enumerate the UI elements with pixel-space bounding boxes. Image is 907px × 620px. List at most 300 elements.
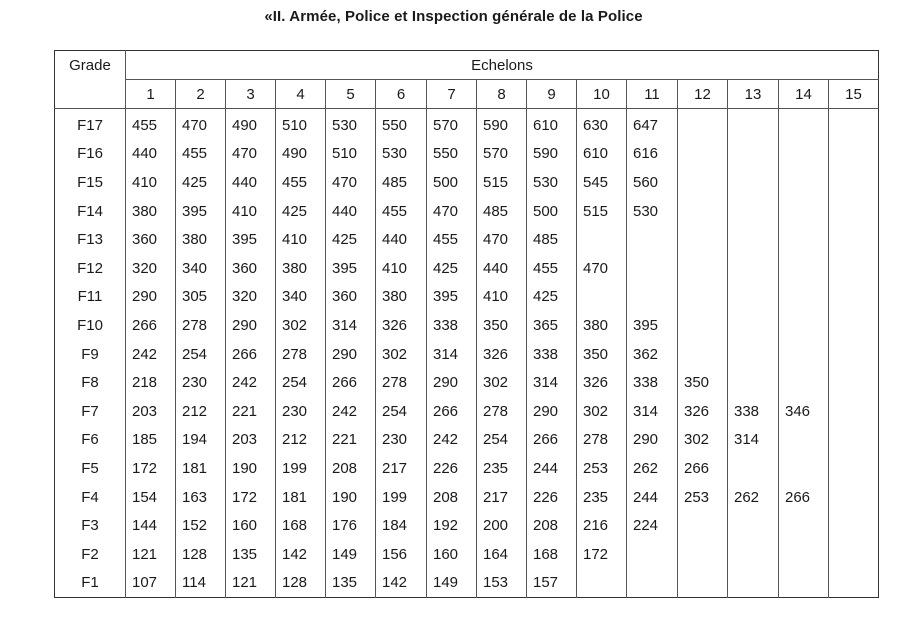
grade-cell: F13: [55, 225, 126, 254]
index-value-cell: [829, 168, 879, 197]
index-value-cell: 290: [326, 340, 376, 369]
echelons-header: Echelons: [126, 51, 879, 80]
index-value-cell: [678, 168, 728, 197]
index-value-cell: 314: [728, 426, 779, 455]
index-value-cell: 320: [126, 254, 176, 283]
grade-cell: F10: [55, 311, 126, 340]
index-value-cell: 326: [577, 368, 627, 397]
table-body: [55, 109, 879, 598]
index-value-cell: 242: [427, 426, 477, 455]
index-value-cell: 253: [577, 454, 627, 483]
table-row: [55, 283, 879, 312]
index-value-cell: 114: [176, 569, 226, 598]
index-value-cell: 425: [276, 197, 326, 226]
index-value-cell: 630: [577, 109, 627, 140]
index-value-cell: 395: [326, 254, 376, 283]
table-row: [55, 454, 879, 483]
index-value-cell: 338: [527, 340, 577, 369]
index-value-cell: 530: [627, 197, 678, 226]
index-value-cell: 163: [176, 483, 226, 512]
index-value-cell: 440: [477, 254, 527, 283]
index-value-cell: [678, 569, 728, 598]
index-value-cell: 242: [226, 368, 276, 397]
index-value-cell: 455: [126, 109, 176, 140]
index-value-cell: 590: [527, 140, 577, 169]
echelon-header-14: 14: [779, 80, 829, 109]
echelon-header-13: 13: [728, 80, 779, 109]
index-value-cell: [779, 168, 829, 197]
table-row: [55, 140, 879, 169]
index-value-cell: [779, 426, 829, 455]
index-value-cell: 320: [226, 283, 276, 312]
index-value-cell: 395: [427, 283, 477, 312]
index-value-cell: 208: [427, 483, 477, 512]
index-value-cell: 338: [427, 311, 477, 340]
table-row: [55, 397, 879, 426]
grade-cell: F3: [55, 511, 126, 540]
index-value-cell: [728, 254, 779, 283]
index-value-cell: 302: [477, 368, 527, 397]
index-value-cell: 135: [326, 569, 376, 598]
index-value-cell: 168: [527, 540, 577, 569]
index-value-cell: [678, 140, 728, 169]
index-value-cell: 230: [276, 397, 326, 426]
table-row: [55, 168, 879, 197]
index-value-cell: 128: [176, 540, 226, 569]
index-value-cell: 346: [779, 397, 829, 426]
index-value-cell: 570: [427, 109, 477, 140]
index-value-cell: [779, 109, 829, 140]
index-value-cell: 530: [376, 140, 427, 169]
index-value-cell: 266: [226, 340, 276, 369]
index-value-cell: 425: [427, 254, 477, 283]
index-value-cell: [728, 225, 779, 254]
index-value-cell: 121: [226, 569, 276, 598]
grade-cell: F5: [55, 454, 126, 483]
index-value-cell: [627, 540, 678, 569]
index-value-cell: 365: [527, 311, 577, 340]
index-value-cell: 305: [176, 283, 226, 312]
index-value-cell: 203: [126, 397, 176, 426]
index-value-cell: 172: [126, 454, 176, 483]
grade-cell: F7: [55, 397, 126, 426]
index-value-cell: 244: [527, 454, 577, 483]
index-value-cell: 550: [376, 109, 427, 140]
index-value-cell: 302: [376, 340, 427, 369]
grade-cell: F15: [55, 168, 126, 197]
index-value-cell: 217: [477, 483, 527, 512]
index-value-cell: [678, 254, 728, 283]
index-value-cell: 410: [226, 197, 276, 226]
index-value-cell: 230: [176, 368, 226, 397]
index-value-cell: 326: [376, 311, 427, 340]
index-value-cell: 314: [326, 311, 376, 340]
index-value-cell: 340: [176, 254, 226, 283]
index-value-cell: 290: [126, 283, 176, 312]
index-value-cell: 610: [527, 109, 577, 140]
index-value-cell: 350: [477, 311, 527, 340]
index-value-cell: 560: [627, 168, 678, 197]
index-value-cell: 278: [577, 426, 627, 455]
index-value-cell: [779, 368, 829, 397]
index-value-cell: [627, 569, 678, 598]
index-value-cell: 470: [226, 140, 276, 169]
index-value-cell: [829, 511, 879, 540]
index-value-cell: [728, 140, 779, 169]
index-value-cell: 314: [627, 397, 678, 426]
index-value-cell: 510: [326, 140, 376, 169]
grade-cell: F14: [55, 197, 126, 226]
index-value-cell: 326: [477, 340, 527, 369]
echelon-header-11: 11: [627, 80, 678, 109]
index-value-cell: 168: [276, 511, 326, 540]
echelon-header-1: 1: [126, 80, 176, 109]
grade-cell: F16: [55, 140, 126, 169]
index-value-cell: 208: [326, 454, 376, 483]
index-value-cell: 254: [477, 426, 527, 455]
index-value-cell: 221: [326, 426, 376, 455]
table-row: [55, 340, 879, 369]
index-value-cell: [678, 197, 728, 226]
index-value-cell: 244: [627, 483, 678, 512]
index-value-cell: 485: [477, 197, 527, 226]
index-value-cell: 485: [527, 225, 577, 254]
index-value-cell: 278: [176, 311, 226, 340]
index-value-cell: 290: [427, 368, 477, 397]
table-row: [55, 368, 879, 397]
index-value-cell: 235: [577, 483, 627, 512]
index-value-cell: 176: [326, 511, 376, 540]
index-value-cell: 500: [527, 197, 577, 226]
index-value-cell: 254: [176, 340, 226, 369]
index-value-cell: 253: [678, 483, 728, 512]
index-value-cell: 160: [226, 511, 276, 540]
echelon-header-9: 9: [527, 80, 577, 109]
index-value-cell: 200: [477, 511, 527, 540]
index-value-cell: 212: [176, 397, 226, 426]
index-value-cell: 218: [126, 368, 176, 397]
table-row: [55, 254, 879, 283]
index-value-cell: 199: [276, 454, 326, 483]
index-value-cell: 550: [427, 140, 477, 169]
index-value-cell: 647: [627, 109, 678, 140]
table-row: [55, 197, 879, 226]
grade-cell: F9: [55, 340, 126, 369]
index-value-cell: 185: [126, 426, 176, 455]
index-value-cell: [829, 283, 879, 312]
table-row: [55, 511, 879, 540]
index-value-cell: 455: [376, 197, 427, 226]
index-value-cell: [728, 454, 779, 483]
index-value-cell: 440: [376, 225, 427, 254]
index-value-cell: 455: [427, 225, 477, 254]
index-value-cell: 425: [527, 283, 577, 312]
index-value-cell: 570: [477, 140, 527, 169]
index-value-cell: 194: [176, 426, 226, 455]
table-row: [55, 540, 879, 569]
index-value-cell: [829, 540, 879, 569]
index-value-cell: [829, 569, 879, 598]
index-value-cell: [829, 368, 879, 397]
index-value-cell: [728, 368, 779, 397]
grade-cell: F2: [55, 540, 126, 569]
index-value-cell: [829, 311, 879, 340]
index-value-cell: 380: [577, 311, 627, 340]
index-value-cell: [627, 225, 678, 254]
index-value-cell: 360: [126, 225, 176, 254]
index-value-cell: 266: [326, 368, 376, 397]
index-value-cell: 510: [276, 109, 326, 140]
index-value-cell: 290: [226, 311, 276, 340]
index-value-cell: [577, 225, 627, 254]
index-value-cell: [779, 311, 829, 340]
index-value-cell: 455: [527, 254, 577, 283]
index-value-cell: 221: [226, 397, 276, 426]
index-value-cell: [829, 397, 879, 426]
index-value-cell: [779, 511, 829, 540]
index-value-cell: 395: [627, 311, 678, 340]
index-value-cell: 278: [276, 340, 326, 369]
echelon-header-12: 12: [678, 80, 728, 109]
echelon-header-4: 4: [276, 80, 326, 109]
index-value-cell: 470: [326, 168, 376, 197]
index-value-cell: [728, 511, 779, 540]
index-value-cell: 380: [376, 283, 427, 312]
index-value-cell: 590: [477, 109, 527, 140]
index-value-cell: 302: [577, 397, 627, 426]
index-value-cell: 190: [226, 454, 276, 483]
index-value-cell: 226: [527, 483, 577, 512]
index-value-cell: 144: [126, 511, 176, 540]
index-value-cell: [678, 540, 728, 569]
index-value-cell: [678, 109, 728, 140]
index-value-cell: 172: [226, 483, 276, 512]
index-value-cell: 142: [276, 540, 326, 569]
index-value-cell: 242: [126, 340, 176, 369]
index-value-cell: [627, 283, 678, 312]
index-value-cell: 362: [627, 340, 678, 369]
index-value-cell: 254: [276, 368, 326, 397]
index-value-cell: [678, 511, 728, 540]
index-value-cell: 515: [577, 197, 627, 226]
index-value-cell: [779, 283, 829, 312]
index-value-cell: 128: [276, 569, 326, 598]
index-value-cell: 121: [126, 540, 176, 569]
index-value-cell: 440: [126, 140, 176, 169]
index-value-cell: 242: [326, 397, 376, 426]
grade-cell: F4: [55, 483, 126, 512]
index-value-cell: 425: [176, 168, 226, 197]
echelon-header-6: 6: [376, 80, 427, 109]
index-value-cell: 142: [376, 569, 427, 598]
index-value-cell: 470: [577, 254, 627, 283]
index-value-cell: 262: [627, 454, 678, 483]
index-value-cell: [779, 454, 829, 483]
index-value-cell: 278: [376, 368, 427, 397]
index-value-cell: 302: [678, 426, 728, 455]
index-value-cell: [829, 254, 879, 283]
index-value-cell: 530: [527, 168, 577, 197]
grade-cell: F12: [55, 254, 126, 283]
index-value-cell: 107: [126, 569, 176, 598]
index-value-cell: [829, 225, 879, 254]
index-value-cell: 154: [126, 483, 176, 512]
index-value-cell: 410: [376, 254, 427, 283]
index-value-cell: 616: [627, 140, 678, 169]
index-value-cell: [728, 197, 779, 226]
echelon-header-2: 2: [176, 80, 226, 109]
index-value-cell: 410: [276, 225, 326, 254]
index-value-cell: 217: [376, 454, 427, 483]
index-value-cell: [779, 140, 829, 169]
index-value-cell: [779, 540, 829, 569]
index-value-cell: 266: [527, 426, 577, 455]
index-value-cell: 470: [176, 109, 226, 140]
index-value-cell: 470: [427, 197, 477, 226]
index-value-cell: [728, 540, 779, 569]
echelon-header-10: 10: [577, 80, 627, 109]
index-value-cell: 410: [126, 168, 176, 197]
index-value-cell: 266: [126, 311, 176, 340]
index-value-cell: [728, 283, 779, 312]
index-value-cell: 360: [326, 283, 376, 312]
index-value-cell: 314: [527, 368, 577, 397]
index-value-cell: [829, 340, 879, 369]
index-value-cell: 470: [477, 225, 527, 254]
index-value-cell: 224: [627, 511, 678, 540]
index-value-cell: 338: [728, 397, 779, 426]
index-value-cell: 172: [577, 540, 627, 569]
index-value-cell: 181: [176, 454, 226, 483]
echelon-header-8: 8: [477, 80, 527, 109]
index-value-cell: 160: [427, 540, 477, 569]
index-value-cell: 440: [326, 197, 376, 226]
index-value-cell: 290: [527, 397, 577, 426]
index-value-cell: 515: [477, 168, 527, 197]
index-value-cell: [829, 454, 879, 483]
index-value-cell: 156: [376, 540, 427, 569]
index-value-cell: [779, 254, 829, 283]
index-value-cell: 360: [226, 254, 276, 283]
index-value-cell: [829, 426, 879, 455]
index-value-cell: 338: [627, 368, 678, 397]
table-row: [55, 483, 879, 512]
index-value-cell: 302: [276, 311, 326, 340]
index-value-cell: 149: [427, 569, 477, 598]
index-value-cell: 380: [276, 254, 326, 283]
index-value-cell: [577, 569, 627, 598]
index-value-cell: 266: [779, 483, 829, 512]
index-value-cell: 440: [226, 168, 276, 197]
index-value-cell: 290: [627, 426, 678, 455]
index-value-cell: 278: [477, 397, 527, 426]
index-value-cell: 230: [376, 426, 427, 455]
index-value-cell: 610: [577, 140, 627, 169]
index-value-cell: 350: [678, 368, 728, 397]
index-value-cell: [678, 311, 728, 340]
index-value-cell: 490: [276, 140, 326, 169]
grade-cell: F1: [55, 569, 126, 598]
index-value-cell: 226: [427, 454, 477, 483]
index-value-cell: 254: [376, 397, 427, 426]
index-value-cell: 350: [577, 340, 627, 369]
index-value-cell: 135: [226, 540, 276, 569]
header-row-top: [55, 51, 879, 80]
table-row: [55, 426, 879, 455]
index-value-cell: [779, 225, 829, 254]
index-value-cell: 490: [226, 109, 276, 140]
index-value-cell: 216: [577, 511, 627, 540]
index-value-cell: [678, 283, 728, 312]
index-value-cell: 530: [326, 109, 376, 140]
index-value-cell: 192: [427, 511, 477, 540]
index-value-cell: 181: [276, 483, 326, 512]
index-value-cell: 153: [477, 569, 527, 598]
index-value-cell: 149: [326, 540, 376, 569]
grade-cell: F11: [55, 283, 126, 312]
index-value-cell: 314: [427, 340, 477, 369]
index-value-cell: [577, 283, 627, 312]
index-value-cell: [829, 109, 879, 140]
table-row: [55, 225, 879, 254]
table-row: [55, 311, 879, 340]
index-value-cell: 340: [276, 283, 326, 312]
echelon-header-3: 3: [226, 80, 276, 109]
index-value-cell: 208: [527, 511, 577, 540]
index-value-cell: 455: [276, 168, 326, 197]
index-value-cell: [728, 569, 779, 598]
grade-cell: F6: [55, 426, 126, 455]
index-value-cell: 157: [527, 569, 577, 598]
echelon-header-5: 5: [326, 80, 376, 109]
index-value-cell: [779, 197, 829, 226]
index-value-cell: 203: [226, 426, 276, 455]
echelon-header-15: 15: [829, 80, 879, 109]
index-value-cell: 262: [728, 483, 779, 512]
index-value-cell: [779, 569, 829, 598]
index-value-cell: 455: [176, 140, 226, 169]
index-value-cell: 500: [427, 168, 477, 197]
index-value-cell: 326: [678, 397, 728, 426]
index-value-cell: 235: [477, 454, 527, 483]
index-value-cell: 199: [376, 483, 427, 512]
index-value-cell: 164: [477, 540, 527, 569]
grade-cell: F17: [55, 109, 126, 140]
index-value-cell: 395: [176, 197, 226, 226]
index-value-cell: 190: [326, 483, 376, 512]
page-title: «II. Armée, Police et Inspection générale de la Police: [264, 8, 643, 25]
index-value-cell: [829, 140, 879, 169]
index-value-cell: 410: [477, 283, 527, 312]
index-value-cell: [829, 197, 879, 226]
index-value-cell: 425: [326, 225, 376, 254]
index-value-cell: [829, 483, 879, 512]
index-value-cell: [678, 225, 728, 254]
index-value-cell: [728, 109, 779, 140]
salary-index-table: [54, 50, 879, 598]
index-value-cell: 212: [276, 426, 326, 455]
index-value-cell: [627, 254, 678, 283]
grade-column-header: Grade: [55, 51, 126, 109]
index-value-cell: 266: [427, 397, 477, 426]
index-value-cell: 380: [126, 197, 176, 226]
index-value-cell: 545: [577, 168, 627, 197]
index-value-cell: [728, 340, 779, 369]
index-value-cell: 184: [376, 511, 427, 540]
index-value-cell: [779, 340, 829, 369]
table-row: [55, 569, 879, 598]
index-value-cell: 485: [376, 168, 427, 197]
